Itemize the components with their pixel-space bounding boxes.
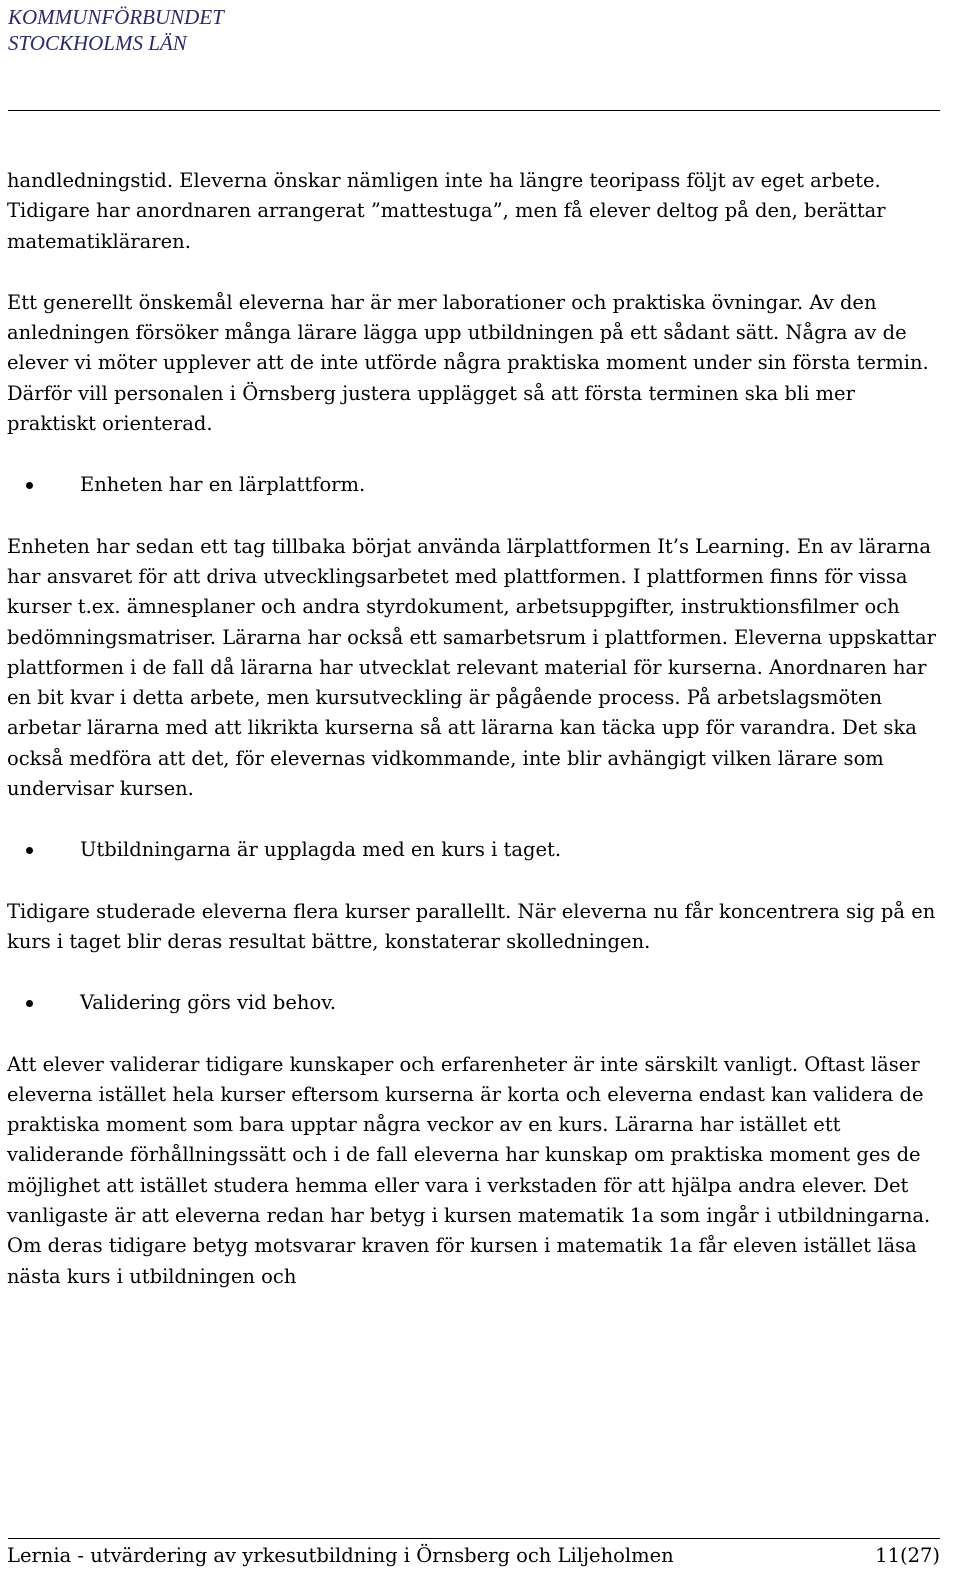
bullet-item-3 xyxy=(7,988,937,1018)
footer-divider xyxy=(8,1538,940,1539)
bullet-item-2 xyxy=(7,835,937,865)
paragraph-3: Enheten har sedan ett tag tillbaka börjat använda lärplattformen It’s Learning. En av lärarna har ansvaret för att driva utvecklingsarbetet med plattformen. I plattformen finns för vissa kurser t.ex. ämnesplaner och andra styrdokument, arbetsuppgifter, instruktionsfilmer och bedömningsmatriser. Lärarna har också ett samarbetsrum i plattformen. Eleverna uppskattar plattformen i de fall då lärarna har utvecklat relevant material för kurserna. Anordnaren har en bit kvar i detta arbete, men kursutveckling är pågående process. På arbetslagsmöten arbetar lärarna med att likrikta kurserna så att lärarna kan täcka upp för varandra. Det ska också medföra att det, för elevernas vidkommande, inte blir avhängigt vilken lärare som undervisar kursen. xyxy=(7,534,936,801)
bullet-icon xyxy=(26,482,33,489)
paragraph-4: Tidigare studerade eleverna flera kurser parallellt. När eleverna nu får koncentrera sig på en kurs i taget blir deras resultat bättre, konstaterar skolledningen. xyxy=(7,899,936,953)
page-number: 11(27) xyxy=(875,1544,940,1567)
paragraph-2: Ett generellt önskemål eleverna har är mer laborationer och praktiska övningar. Av den anledningen försöker många lärare lägga upp utbildningen på ett sådant sätt. Några av de elever vi möter upplever att de inte utförde några praktiska moment under sin första termin. Därför vill personalen i Örnsberg justera upplägget så att första terminen ska bli mer praktiskt orienterad. xyxy=(7,290,929,436)
bullet-icon xyxy=(26,847,33,854)
bullet-text: Enheten har en lärplattform. xyxy=(80,473,366,497)
page-header xyxy=(8,4,224,56)
org-name-line2: STOCKHOLMS LÄN xyxy=(8,31,187,55)
bullet-text: Utbildningarna är upplagda med en kurs i taget. xyxy=(80,838,562,862)
document-body xyxy=(7,166,937,1292)
footer-title: Lernia - utvärdering av yrkesutbildning i Örnsberg och Liljeholmen xyxy=(7,1544,674,1567)
bullet-icon xyxy=(26,1000,33,1007)
header-divider xyxy=(8,110,940,111)
bullet-text: Validering görs vid behov. xyxy=(80,991,337,1015)
bullet-item-1 xyxy=(7,470,937,500)
paragraph-5: Att elever validerar tidigare kunskaper och erfarenheter är inte särskilt vanligt. Oftast läser eleverna istället hela kurser eftersom kurserna är korta och eleverna endast kan validera de praktiska moment som bara upptar några veckor av en kurs. Lärarna har istället ett validerande förhållningssätt och i de fall eleverna har kunskap om praktiska moment ges de möjlighet att istället studera hemma eller vara i verkstaden för att hjälpa andra elever. Det vanligaste är att eleverna redan har betyg i kursen matematik 1a som ingår i utbildningarna. Om deras tidigare betyg motsvarar kraven för kursen i matematik 1a får eleven istället läsa nästa kurs i utbildningen och xyxy=(7,1052,931,1288)
org-name-line1: KOMMUNFÖRBUNDET xyxy=(8,5,224,29)
paragraph-1: handledningstid. Eleverna önskar nämligen inte ha längre teoripass följt av eget arbete. Tidigare har anordnaren arrangerat ”mattestuga”, men få elever deltog på den, berättar matematikläraren. xyxy=(7,169,886,253)
